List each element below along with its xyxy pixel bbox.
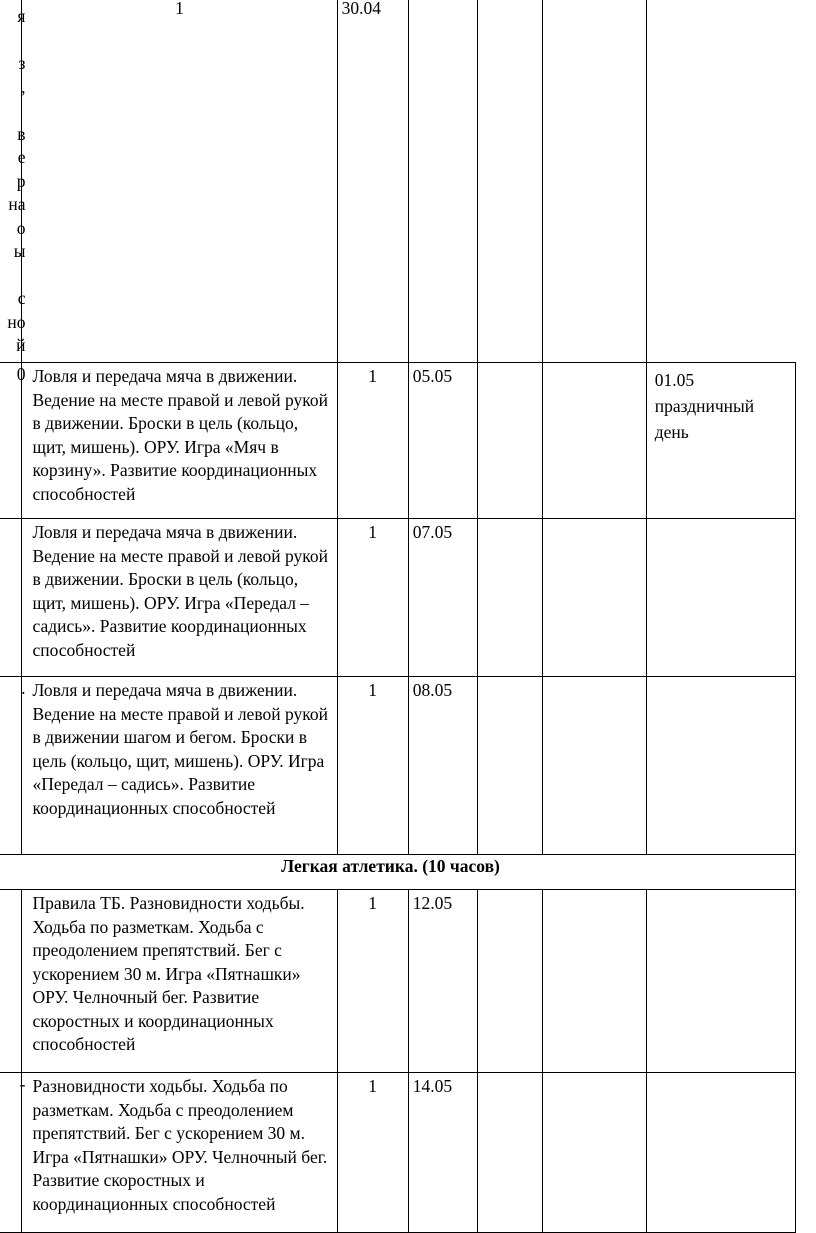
table-row [0, 890, 796, 1073]
empty-cell [408, 0, 477, 363]
fragment: с [17, 288, 26, 308]
lesson-number: . [0, 677, 22, 855]
fragment: е [17, 147, 26, 167]
empty-cell [478, 363, 543, 519]
hours-cell: 1 [22, 0, 337, 363]
hours-cell: 1 [337, 519, 408, 677]
lesson-topic: Правила ТБ. Разновидности ходьбы. Ходьба по разметкам. Ходьба с преодолением препятствий. Бег с ускорением 30 м. Игра «Пятнашки» ОРУ. Челночный бег. Развитие скоростных и координационных способностей [22, 890, 337, 1073]
table-row [0, 677, 796, 855]
lesson-topic: Ловля и передача мяча в движении. Ведение на месте правой и левой рукой в движении шагом и бегом. Броски в цель (кольцо, щит, мишень). ОРУ. Игра «Передал – садись». Развитие координационных способностей [22, 677, 337, 855]
hours-cell: 1 [337, 363, 408, 519]
note-cell [646, 1073, 795, 1233]
section-row [0, 855, 796, 890]
table-row [0, 363, 796, 519]
lesson-topic: Ловля и передача мяча в движении. Ведение на месте правой и левой рукой в движении. Броски в цель (кольцо, щит, мишень). ОРУ. Игра «Мяч в корзину». Развитие координационных способностей [22, 363, 337, 519]
hours-cell: 1 [337, 677, 408, 855]
fragment: р [16, 170, 26, 191]
fragment: з [18, 53, 26, 73]
lesson-number: 0 [0, 363, 22, 519]
empty-cell [478, 677, 543, 855]
empty-cell [543, 519, 646, 677]
note-cell [646, 519, 795, 677]
note-cell [646, 677, 795, 855]
hours-cell: 1 [337, 890, 408, 1073]
lesson-number: - [0, 1073, 22, 1233]
empty-cell [543, 1073, 646, 1233]
date-cell: 08.05 [408, 677, 477, 855]
table-row [0, 0, 796, 363]
empty-cell [543, 363, 646, 519]
empty-cell [543, 890, 646, 1073]
date-cell: 30.04 [337, 0, 408, 363]
lesson-number [0, 519, 22, 677]
empty-cell [543, 677, 646, 855]
date-cell: 07.05 [408, 519, 477, 677]
date-cell: 14.05 [408, 1073, 477, 1233]
empty-cell [478, 519, 543, 677]
empty-cell [478, 0, 543, 363]
note-cell [646, 890, 795, 1073]
section-title: Легкая атлетика. (10 часов) [0, 855, 796, 890]
empty-cell [478, 1073, 543, 1233]
empty-cell [478, 890, 543, 1073]
fragment: ы [13, 241, 26, 261]
fragment: я [17, 6, 26, 26]
table-row [0, 1073, 796, 1233]
fragment: в [17, 123, 26, 144]
table-row [0, 519, 796, 677]
fragment: о [16, 217, 26, 238]
lesson-number [0, 890, 22, 1073]
empty-cell [543, 0, 646, 363]
hours-cell: 1 [337, 1073, 408, 1233]
fragment: на [8, 194, 26, 214]
fragment: й [16, 335, 26, 355]
date-cell: 05.05 [408, 363, 477, 519]
note-cell [646, 0, 795, 363]
date-cell: 12.05 [408, 890, 477, 1073]
lesson-topic: Ловля и передача мяча в движении. Ведение на месте правой и левой рукой в движении. Броски в цель (кольцо, щит, мишень). ОРУ. Игра «Передал – садись». Развитие координационных способностей [22, 519, 337, 677]
fragment: , [21, 76, 26, 97]
lesson-topic: Разновидности ходьбы. Ходьба по разметкам. Ходьба с преодолением препятствий. Бег с ускорением 30 м. Игра «Пятнашки» ОРУ. Челночный бег. Развитие скоростных и координационных способностей [22, 1073, 337, 1233]
fragment: но [7, 311, 26, 332]
cut-topic-fragments [0, 0, 26, 363]
note-cell: 01.05 праздничный день [646, 363, 795, 519]
